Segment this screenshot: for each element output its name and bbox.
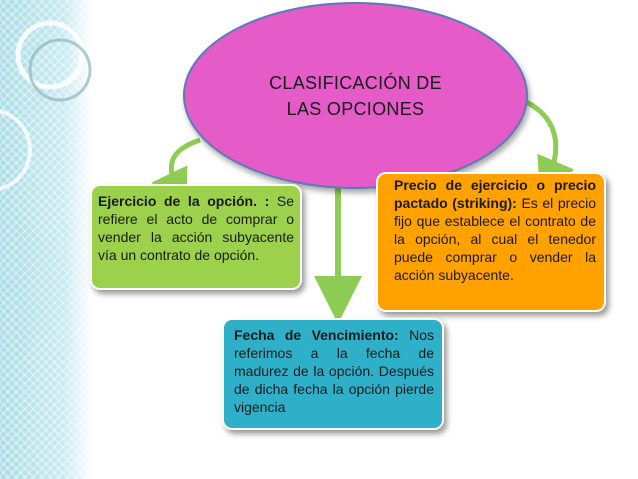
precio-heading: Precio de ejercicio o precio pactado (striking): [394, 177, 596, 211]
fecha-text: Nos referimos a la fecha de madurez de la opción. Después de dicha fecha la opción pierde vigencia [234, 327, 434, 415]
box-precio [376, 172, 606, 312]
title-oval [183, 2, 528, 189]
title-line-2: LAS OPCIONES [286, 98, 425, 119]
box-fecha [222, 318, 444, 430]
ejercicio-text: Se refiere el acto de comprar o vender la acción subyacente vía un contrato de opción. [98, 193, 295, 263]
ejercicio-heading: Ejercicio de la opción. : [98, 193, 270, 209]
title-line-1: CLASIFICACIÓN DE [269, 72, 442, 93]
fecha-heading: Fecha de Vencimiento: [234, 327, 399, 343]
precio-text: Es el precio fijo que establece el contrato de la opción, al cual el tenedor puede comprar o vender la acción subyacente. [394, 195, 596, 283]
box-ejercicio [90, 184, 302, 290]
